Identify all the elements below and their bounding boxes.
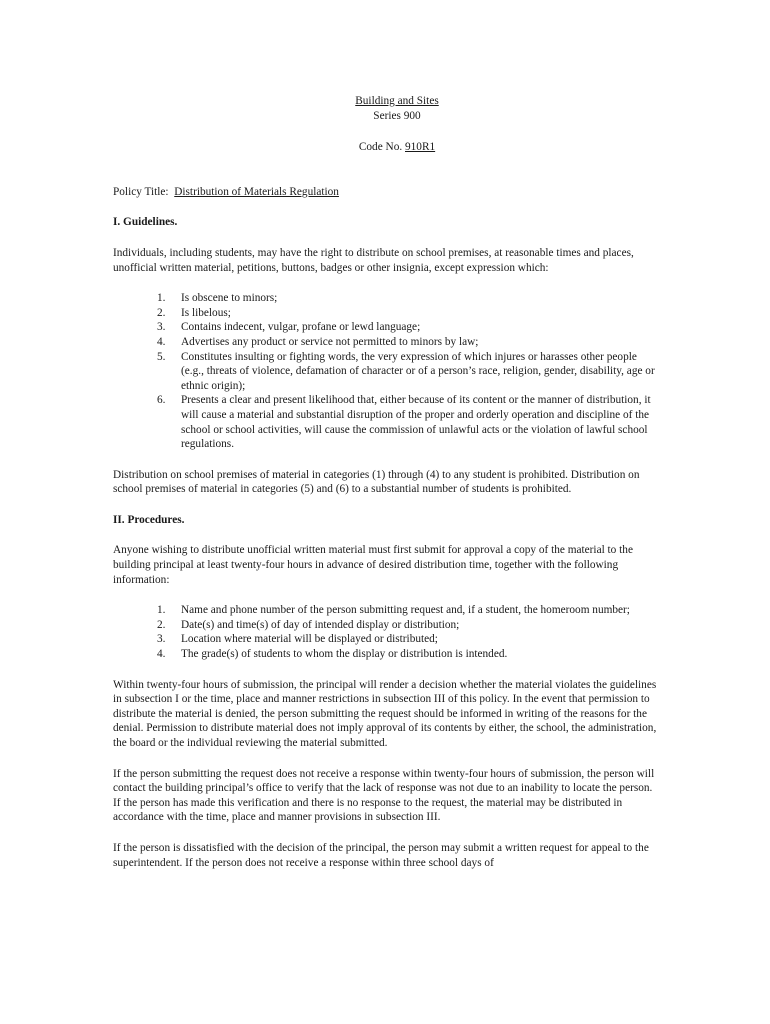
document-page	[113, 94, 661, 870]
section-1-heading: I. Guidelines.	[113, 216, 178, 229]
procedures-list	[113, 603, 661, 661]
code-line	[113, 140, 661, 155]
list-item: 3. Location where material will be displayed or distributed;	[157, 633, 438, 646]
section-1-closing: Distribution on school premises of material in categories (1) through (4) to any student is prohibited. Distribution on school premises of material in categories (5) and (6) to a substantial number of students is prohibited.	[113, 468, 640, 496]
list-item: 5. Constitutes insulting or fighting words, the very expression of which injures or harasses other people (e.g., threats of violence, defamation of character or of a person’s race, religion, gender, disability, age or ethnic origin);	[157, 350, 655, 392]
section-2-intro: Anyone wishing to distribute unofficial written material must first submit for approval a copy of the material to the building principal at least twenty-four hours in advance of desired distribution time, together with the following information:	[113, 544, 633, 586]
series-number: Series 900	[373, 109, 421, 122]
guidelines-list	[113, 291, 661, 452]
list-item: 1. Is obscene to minors;	[157, 292, 278, 305]
list-item: 4. Advertises any product or service not permitted to minors by law;	[157, 335, 479, 348]
policy-title: Distribution of Materials Regulation	[174, 185, 339, 198]
policy-label: Policy Title:	[113, 185, 169, 198]
list-item: 4. The grade(s) of students to whom the display or distribution is intended.	[157, 648, 508, 661]
section-2-para-2: If the person submitting the request does not receive a response within twenty-four hours of submission, the person will contact the building principal’s office to verify that the lack of response was not due to an inability to locate the person. If the person has made this verification and there is no response to the request, the material may be distributed in accordance with the time, place and manner provisions in subsection III.	[113, 767, 655, 824]
section-2-para-1: Within twenty-four hours of submission, the principal will render a decision whether the material violates the guidelines in subsection I or the time, place and manner restrictions in subsection III of this policy. In the event that permission to distribute the material is denied, the person submitting the request should be informed in writing of the reasons for the denial. Permission to distribute material does not imply approval of its contents by either, the school, the administration, the board or the individual reviewing the material submitted.	[113, 678, 657, 749]
doc-header	[113, 94, 661, 123]
list-item: 2. Date(s) and time(s) of day of intended display or distribution;	[157, 618, 460, 631]
section-2-para-3: If the person is dissatisfied with the decision of the principal, the person may submit a written request for appeal to the superintendent. If the person does not receive a response within three school days of	[113, 841, 649, 869]
series-title: Building and Sites	[355, 95, 439, 107]
section-1-intro: Individuals, including students, may have the right to distribute on school premises, at reasonable times and places, unofficial written material, petitions, buttons, badges or other insignia, except expression which:	[113, 246, 634, 274]
list-item: 2. Is libelous;	[157, 306, 231, 319]
code-label: Code No.	[358, 141, 403, 154]
section-2-heading: II. Procedures.	[113, 513, 185, 526]
list-item: 1. Name and phone number of the person submitting request and, if a student, the homeroom number;	[157, 604, 630, 617]
code-value: 910R1	[405, 141, 436, 154]
list-item: 6. Presents a clear and present likelihood that, either because of its content or the manner of distribution, it will cause a material and substantial disruption of the proper and orderly operation and discipline of the school or school activities, will cause the commission of unlawful acts or the violation of lawful school regulations.	[157, 394, 651, 451]
policy-title-line	[113, 185, 661, 200]
list-item: 3. Contains indecent, vulgar, profane or lewd language;	[157, 321, 421, 334]
